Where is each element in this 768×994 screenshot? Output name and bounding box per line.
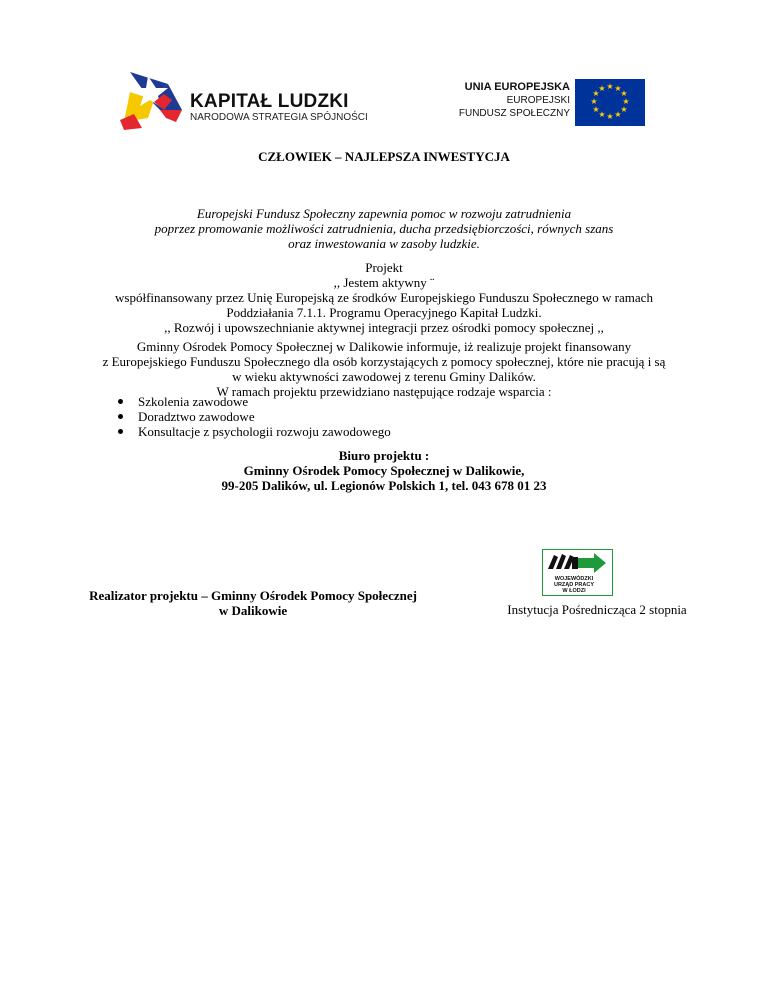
svg-text:★: ★ [598, 110, 606, 119]
office-address: 99-205 Dalików, ul. Legionów Polskich 1, tel. 043 678 01 23 [221, 478, 547, 493]
intermediate-institution: Instytucja Pośrednicząca 2 stopnia [507, 602, 687, 617]
intro-line: poprzez promowanie możliwości zatrudnienia, ducha przedsiębiorczości, równych szans [154, 221, 614, 236]
intro-line: oraz inwestowania w zasoby ludzkie. [288, 236, 480, 251]
project-line: współfinansowany przez Unię Europejską ze środków Europejskiego Funduszu Społecznego w ramach [115, 290, 653, 305]
svg-text:★: ★ [614, 110, 622, 119]
eu-flag-icon [575, 79, 645, 126]
project-name: ,, Jestem aktywny ¨ [333, 275, 435, 290]
wup-lodz-logo [542, 549, 613, 596]
implementer-line: Realizator projektu – Gminny Ośrodek Pomocy Społecznej [89, 588, 417, 603]
project-label: Projekt [365, 260, 403, 275]
project-implementer [88, 588, 418, 618]
kapital-ludzki-star-icon [120, 70, 190, 132]
svg-text:★: ★ [598, 84, 606, 93]
svg-text:★: ★ [606, 112, 614, 121]
svg-text:★: ★ [592, 89, 600, 98]
project-line: ,, Rozwój i upowszechnianie aktywnej integracji przez ośrodki pomocy społecznej ,, [164, 320, 604, 335]
info-line: Gminny Ośrodek Pomocy Społecznej w Dalikowie informuje, iż realizuje projekt finansowany [136, 339, 632, 354]
info-paragraph [70, 339, 698, 399]
list-item: Konsultacje z psychologii rozwoju zawodowego [116, 424, 391, 439]
office-heading: Biuro projektu : [338, 448, 430, 463]
svg-text:★: ★ [620, 89, 628, 98]
svg-text:★: ★ [592, 105, 600, 114]
wup-text-line1: WOJEWÓDZKI [554, 576, 594, 582]
slogan-heading: CZŁOWIEK – NAJLEPSZA INWESTYCJA [258, 149, 510, 164]
svg-text:★: ★ [620, 105, 628, 114]
list-item: Szkolenia zawodowe [116, 394, 391, 409]
info-line: W ramach projektu przewidziano następujące rodzaje wsparcia : [216, 384, 552, 399]
list-item: Doradztwo zawodowe [116, 409, 391, 424]
svg-text:★: ★ [614, 84, 622, 93]
kapital-ludzki-subtitle: NARODOWA STRATEGIA SPÓJNOŚCI [190, 112, 368, 123]
project-office [70, 448, 698, 493]
intro-line: Europejski Fundusz Społeczny zapewnia pomoc w rozwoju zatrudnienia [196, 206, 572, 221]
eu-fund-label-2: FUNDUSZ SPOŁECZNY [458, 108, 570, 119]
support-list [116, 394, 391, 439]
wup-text-line2: URZĄD PRACY [553, 582, 595, 588]
info-line: z Europejskiego Funduszu Społecznego dla osób korzystających z pomocy społecznej, które nie pracują i są [102, 354, 666, 369]
info-line: w wieku aktywności zawodowej z terenu Gminy Dalików. [232, 369, 536, 384]
intro-paragraph [70, 206, 698, 251]
implementer-line: w Dalikowie [218, 603, 288, 618]
kapital-ludzki-title: KAPITAŁ LUDZKI [190, 91, 349, 112]
eu-union-label: UNIA EUROPEJSKA [464, 81, 570, 93]
wup-text-line3: W ŁODZI [562, 588, 586, 594]
svg-text:★: ★ [622, 97, 630, 106]
project-paragraph [70, 260, 698, 335]
svg-text:★: ★ [590, 97, 598, 106]
svg-text:★: ★ [606, 82, 614, 91]
eu-fund-label-1: EUROPEJSKI [506, 95, 570, 106]
eu-label [440, 80, 570, 120]
project-line: Poddziałania 7.1.1. Programu Operacyjnego Kapitał Ludzki. [226, 305, 542, 320]
office-name: Gminny Ośrodek Pomocy Społecznej w Dalikowie, [243, 463, 525, 478]
